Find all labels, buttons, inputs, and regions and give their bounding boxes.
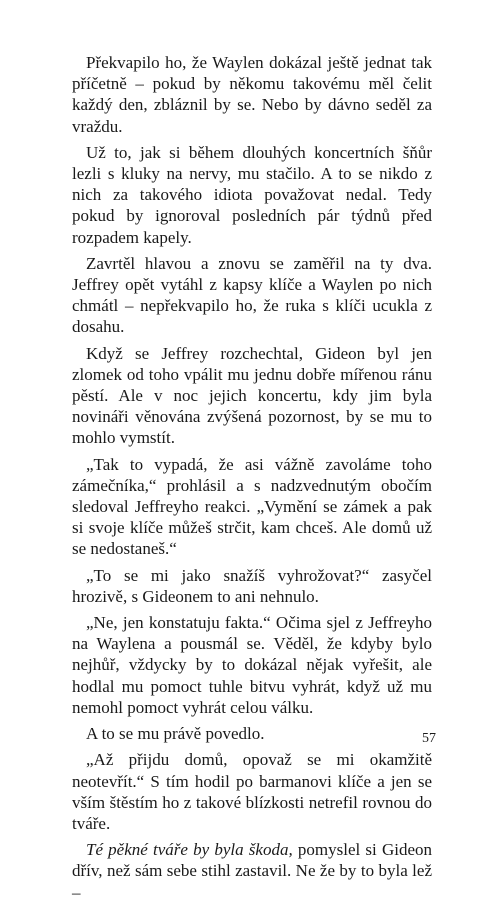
- paragraph: Zavrtěl hlavou a znovu se zaměřil na ty dva. Jeffrey opět vytáhl z kapsy klíče a Waylen po nich chmátl – nepřekvapilo ho, že ruka s klíči ucukla z dosahu.: [72, 253, 432, 337]
- paragraph-continuation: pomyslel si Gideon dřív, než sám sebe stihl zastavil. Ne že by to byla lež –: [72, 840, 432, 902]
- page-number: 57: [422, 731, 436, 746]
- paragraph: „Ne, jen konstatuju fakta.“ Očima sjel z Jeffreyho na Waylena a pousmál se. Věděl, že kdyby bylo nejhůř, vždycky by to dokázal nějak vyřešit, ale hodlal mu pomoct tuhle bitvu vyhrát, když už mu nemohl pomoct vyhrát celou válku.: [72, 613, 432, 717]
- paragraph: A to se mu právě povedlo.: [86, 724, 265, 744]
- body-text: [72, 52, 432, 908]
- paragraph: Překvapilo ho, že Waylen dokázal ještě jednat tak příčetně – pokud by někomu takovému měl čelit každý den, zbláznil by se. Nebo by dávno seděl za vraždu.: [72, 53, 432, 136]
- paragraph: „To se mi jako snažíš vyhrožovat?“ zasyčel hrozivě, s Gideonem to ani nehnulo.: [72, 565, 432, 606]
- paragraph: „Až přijdu domů, opovaž se mi okamžitě neotevřít.“ S tím hodil po barmanovi klíče a jen se vším štěstím ho z takové blízkosti netrefil rovnou do tváře.: [72, 750, 432, 833]
- paragraph: [72, 839, 432, 903]
- paragraph: „Tak to vypadá, že asi vážně zavoláme toho zámečníka,“ prohlásil a s nadzvednutým obočím sledoval Jeffreyho reakci. „Vymění se zámek a pak si svoje klíče můžeš strčit, kam chceš. Ale domů už se nedostaneš.“: [72, 454, 432, 559]
- paragraph: Už to, jak si během dlouhých koncertních šňůr lezli s kluky na nervy, mu stačilo. A to se nikdo z nich za takového idiota považovat nedal. Tedy pokud by ignoroval posledních pár týdnů před rozpadem kapely.: [72, 142, 432, 247]
- paragraph: Když se Jeffrey rozchechtal, Gideon byl jen zlomek od toho vpálit mu jednu dobře mířenou ránu pěstí. Ale v noc jejich koncertu, kdy jim byla novináři věnována zvýšená pozornost, by se mu to mohlo vymstít.: [72, 343, 432, 448]
- italic-thought: Té pěkné tváře by byla škoda,: [86, 840, 293, 860]
